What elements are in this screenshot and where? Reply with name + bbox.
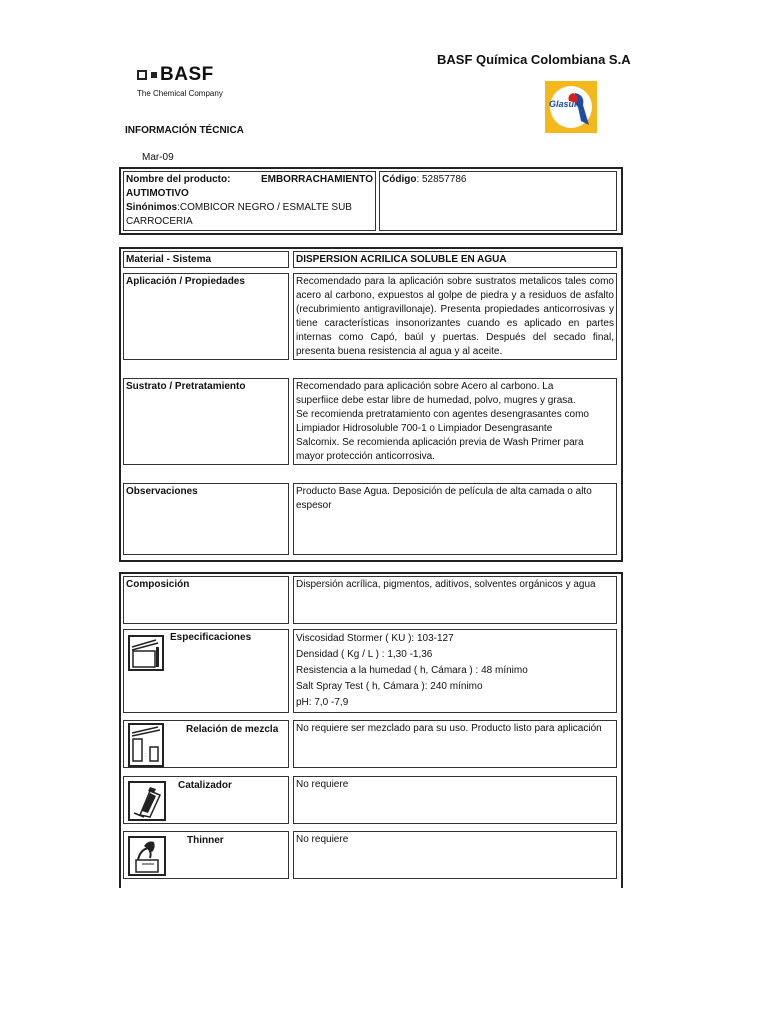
especificaciones-cell bbox=[123, 629, 289, 713]
thinner-value: No requiere bbox=[293, 831, 617, 879]
code-label: Código bbox=[382, 174, 417, 185]
sustrato-line: Se recomienda pretratamiento con agentes desengrasantes como bbox=[296, 409, 589, 420]
company-name: BASF Química Colombiana S.A bbox=[437, 52, 631, 67]
mix-ratio-icon bbox=[128, 723, 164, 767]
catalizador-label: Catalizador bbox=[178, 780, 232, 791]
basf-logo bbox=[137, 64, 247, 104]
especificaciones-value bbox=[293, 629, 617, 713]
code-value: : 52857786 bbox=[416, 174, 467, 185]
product-code-cell bbox=[379, 171, 617, 231]
svg-text::: : bbox=[145, 753, 147, 759]
document-date: Mar-09 bbox=[142, 152, 174, 163]
composicion-label: Composición bbox=[123, 576, 289, 624]
logo-subtitle: The Chemical Company bbox=[137, 89, 223, 98]
synonyms-label: Sinónimos bbox=[126, 202, 178, 213]
specifications-icon bbox=[128, 635, 164, 671]
aplicacion-value: Recomendado para la aplicación sobre sustratos metalicos tales como acero al carbono, expuestos al golpe de piedra y a residuos de asfalto (recubrimiento antigravillonaje). Presenta propiedades anticorrosivas y tiene características insonorizantes cuando es aplicado en partes internas como Capó, baúl y puertas. Después del secado final, presenta buena resistencia al agua y al aceite. bbox=[293, 273, 617, 360]
composicion-value: Dispersión acrílica, pigmentos, aditivos, solventes orgánicos y agua bbox=[293, 576, 617, 624]
mezcla-label: Relación de mezcla bbox=[186, 724, 279, 735]
material-value: DISPERSION ACRILICA SOLUBLE EN AGUA bbox=[293, 251, 617, 268]
spec-line: pH: 7,0 -7,9 bbox=[296, 697, 349, 708]
spec-line: Salt Spray Test ( h, Cámara ): 240 mínimo bbox=[296, 681, 483, 692]
aplicacion-label: Aplicación / Propiedades bbox=[123, 273, 289, 360]
product-name-value: EMBORRACHAMIENTO bbox=[260, 174, 373, 185]
logo-square-icon bbox=[137, 70, 147, 80]
sustrato-line: mayor protección anticorrosiva. bbox=[296, 451, 435, 462]
product-name-cell bbox=[123, 171, 376, 231]
brand-badge-text: Glasurit bbox=[548, 99, 584, 109]
catalyst-icon bbox=[128, 781, 166, 821]
product-name-label: Nombre del producto: bbox=[126, 174, 231, 185]
spec-line: Resistencia a la humedad ( h, Cámara ) : 48 mínimo bbox=[296, 665, 528, 676]
thinner-label: Thinner bbox=[187, 835, 224, 846]
catalizador-cell bbox=[123, 776, 289, 824]
document-title: INFORMACIÓN TÉCNICA bbox=[125, 125, 244, 136]
mezcla-value: No requiere ser mezclado para su uso. Producto listo para aplicación bbox=[293, 720, 617, 768]
synonyms-value: :COMBICOR NEGRO / ESMALTE SUB bbox=[177, 202, 352, 213]
especificaciones-label: Especificaciones bbox=[170, 632, 252, 643]
thinner-cell bbox=[123, 831, 289, 879]
observaciones-value: Producto Base Agua. Deposición de película de alta camada o alto espesor bbox=[293, 483, 617, 555]
logo-dot-icon bbox=[151, 72, 157, 78]
sustrato-value bbox=[293, 378, 617, 465]
catalizador-value: No requiere bbox=[293, 776, 617, 824]
sustrato-line: superfiice debe estar libre de humedad, polvo, mugres y grasa. bbox=[296, 395, 576, 406]
sustrato-line: Salcomix. Se recomienda aplicación previa de Wash Primer para bbox=[296, 437, 584, 448]
spec-line: Densidad ( Kg / L ) : 1,30 -1,36 bbox=[296, 649, 433, 660]
spec-line: Viscosidad Stormer ( KU ): 103-127 bbox=[296, 633, 454, 644]
product-name-value-2: AUTIMOTIVO bbox=[126, 188, 189, 199]
logo-text: BASF bbox=[160, 64, 214, 85]
sustrato-line: Limpiador Hidrosoluble 700-1 o Limpiador Desengrasante bbox=[296, 423, 553, 434]
glasurit-logo bbox=[545, 81, 597, 133]
material-label: Material - Sistema bbox=[123, 251, 289, 268]
sustrato-label: Sustrato / Pretratamiento bbox=[123, 378, 289, 465]
mezcla-cell bbox=[123, 720, 289, 768]
observaciones-label: Observaciones bbox=[123, 483, 289, 555]
synonyms-value-2: CARROCERIA bbox=[126, 216, 193, 227]
thinner-icon bbox=[128, 836, 166, 876]
sustrato-line: Recomendado para aplicación sobre Acero al carbono. La bbox=[296, 381, 554, 392]
